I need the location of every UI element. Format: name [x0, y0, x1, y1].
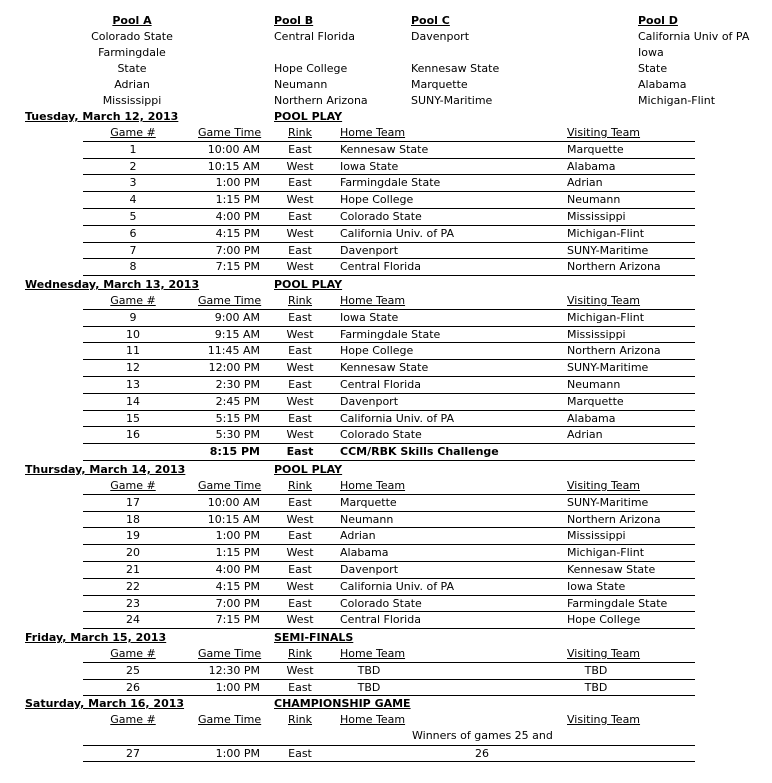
pool-team: Colorado State: [91, 30, 173, 43]
cell-rink: East: [288, 529, 312, 543]
cell-time: 10:00 AM: [207, 495, 260, 509]
cell-time: 1:00 PM: [215, 680, 260, 694]
cell-rink: East: [288, 243, 312, 257]
column-header-time: Game Time: [198, 126, 262, 139]
cell-game: 25: [126, 663, 140, 677]
cell-game: 26: [126, 680, 140, 694]
cell-game: 21: [126, 563, 140, 576]
column-header-visiting: Visiting Team: [567, 713, 641, 726]
cell-visiting: Marquette: [567, 394, 624, 408]
cell-time: 12:00 PM: [208, 361, 260, 375]
cell-rink: West: [286, 546, 314, 560]
cell-visiting: Northern Arizona: [567, 260, 661, 274]
pool-team: Marquette: [411, 78, 468, 91]
cell-time: 5:30 PM: [215, 428, 260, 442]
cell-rink: West: [286, 394, 314, 408]
cell-game: 14: [126, 394, 140, 408]
cell-game: 13: [126, 378, 140, 391]
column-header-visiting: Visiting Team: [567, 647, 641, 660]
cell-rink: West: [286, 512, 314, 526]
day-date: Friday, March 15, 2013: [25, 631, 167, 644]
cell-rink: East: [288, 344, 312, 358]
cell-visiting: Alabama: [567, 411, 616, 425]
cell-rink: West: [286, 613, 314, 627]
cell-game: 11: [126, 344, 140, 358]
cell-time: 1:00 PM: [215, 176, 260, 190]
column-header-home: Home Team: [340, 126, 406, 139]
column-header-rink: Rink: [287, 294, 313, 307]
row-divider: [83, 662, 695, 663]
row-divider: [83, 208, 695, 209]
column-header-time: Game Time: [198, 479, 262, 492]
cell-time: 5:15 PM: [215, 411, 260, 425]
cell-time: 4:15 PM: [215, 579, 260, 593]
row-divider: [83, 225, 695, 226]
cell-rink: East: [288, 596, 312, 610]
row-divider: [83, 761, 695, 762]
cell-time: 2:45 PM: [215, 394, 260, 408]
cell-rink: West: [286, 327, 314, 341]
cell-home: Marquette: [340, 495, 397, 509]
cell-home: Iowa State: [340, 310, 399, 324]
special-time: 8:15 PM: [209, 445, 260, 459]
row-divider: [83, 376, 695, 377]
cell-home: Iowa State: [340, 159, 399, 173]
day-stage: SEMI-FINALS: [274, 631, 354, 644]
pool-title: Pool C: [411, 14, 450, 27]
cell-visiting: Mississippi: [567, 210, 626, 223]
cell-visiting: Neumann: [567, 193, 621, 207]
cell-time: 1:15 PM: [215, 546, 260, 560]
cell-home: Hope College: [340, 193, 414, 207]
row-divider: [83, 393, 695, 394]
row-divider: [83, 410, 695, 411]
column-header-game: Game #: [110, 126, 156, 139]
cell-game: 3: [129, 176, 137, 190]
row-divider: [83, 191, 695, 192]
cell-visiting: Adrian: [567, 176, 603, 190]
pool-team: State: [117, 62, 147, 75]
column-header-home: Home Team: [340, 294, 406, 307]
cell-visiting: Michigan-Flint: [567, 226, 645, 240]
row-divider: [83, 679, 695, 680]
day-stage: POOL PLAY: [274, 110, 343, 123]
cell-visiting: Kennesaw State: [567, 563, 656, 576]
cell-rink: East: [288, 411, 312, 425]
row-divider: [83, 174, 695, 175]
cell-home: California Univ. of PA: [340, 226, 455, 240]
cell-rink: West: [286, 159, 314, 173]
cell-time: 1:15 PM: [215, 193, 260, 207]
pool-team: State: [638, 62, 668, 75]
cell-home: Davenport: [340, 563, 399, 576]
cell-home: Colorado State: [340, 210, 422, 223]
cell-visiting: SUNY-Maritime: [567, 361, 649, 375]
column-header-rink: Rink: [287, 479, 313, 492]
pool-team: Iowa: [638, 46, 664, 59]
cell-time: 4:00 PM: [215, 210, 260, 223]
pool-team: Central Florida: [274, 30, 355, 43]
pool-team: California Univ of PA: [638, 30, 750, 43]
cell-rink: East: [288, 378, 312, 391]
pool-team: Mississippi: [102, 94, 162, 107]
cell-time: 9:00 AM: [214, 310, 260, 324]
cell-time: 7:00 PM: [215, 596, 260, 610]
cell-time: 12:30 PM: [208, 663, 260, 677]
championship-note: 26: [475, 746, 489, 760]
cell-time: 11:45 AM: [207, 344, 260, 358]
cell-rink: East: [288, 746, 312, 760]
cell-game: 4: [129, 193, 137, 207]
day-stage: CHAMPIONSHIP GAME: [274, 697, 411, 710]
cell-rink: West: [286, 226, 314, 240]
column-header-time: Game Time: [198, 294, 262, 307]
pool-team: Adrian: [114, 78, 150, 91]
pool-title: Pool D: [638, 14, 678, 27]
cell-game: 5: [129, 210, 137, 223]
column-header-game: Game #: [110, 294, 156, 307]
cell-game: 6: [129, 226, 137, 240]
cell-game: 2: [129, 159, 137, 173]
pool-team: Farmingdale: [98, 46, 166, 59]
cell-home: Colorado State: [340, 596, 422, 610]
cell-rink: West: [286, 663, 314, 677]
row-divider: [83, 511, 695, 512]
cell-game: 19: [126, 529, 140, 543]
cell-game: 27: [126, 746, 140, 760]
cell-visiting: Marquette: [567, 142, 624, 156]
cell-visiting: Mississippi: [567, 529, 626, 543]
pool-team: Hope College: [274, 62, 348, 75]
day-date: Tuesday, March 12, 2013: [25, 110, 179, 123]
row-divider: [83, 443, 695, 444]
cell-time: 1:00 PM: [215, 529, 260, 543]
row-divider: [83, 611, 695, 612]
cell-home: Adrian: [340, 529, 376, 543]
pool-team: Kennesaw State: [411, 62, 500, 75]
cell-game: 7: [129, 243, 137, 257]
cell-home: TBD: [357, 680, 381, 694]
cell-home: Central Florida: [340, 613, 421, 627]
pool-team: Davenport: [411, 30, 470, 43]
cell-visiting: Alabama: [567, 159, 616, 173]
day-stage: POOL PLAY: [274, 463, 343, 476]
cell-visiting: Mississippi: [567, 327, 626, 341]
row-divider: [83, 258, 695, 259]
cell-time: 10:00 AM: [207, 142, 260, 156]
column-header-visiting: Visiting Team: [567, 294, 641, 307]
cell-game: 1: [129, 142, 137, 156]
row-divider: [83, 158, 695, 159]
cell-visiting: SUNY-Maritime: [567, 495, 649, 509]
cell-visiting: Michigan-Flint: [567, 310, 645, 324]
cell-home: California Univ. of PA: [340, 411, 455, 425]
cell-home: Kennesaw State: [340, 361, 429, 375]
special-rink: East: [286, 445, 314, 459]
cell-rink: East: [288, 142, 312, 156]
cell-time: 4:15 PM: [215, 226, 260, 240]
row-divider: [83, 141, 695, 142]
cell-rink: West: [286, 260, 314, 274]
cell-game: 10: [126, 327, 140, 341]
row-divider: [83, 628, 695, 629]
column-header-game: Game #: [110, 647, 156, 660]
pool-team: SUNY-Maritime: [411, 94, 493, 107]
cell-rink: West: [286, 361, 314, 375]
row-divider: [83, 426, 695, 427]
pool-team: Northern Arizona: [274, 94, 368, 107]
cell-rink: East: [288, 563, 312, 576]
cell-home: California Univ. of PA: [340, 579, 455, 593]
pool-title: Pool A: [112, 14, 152, 27]
cell-visiting: Farmingdale State: [567, 596, 668, 610]
cell-time: 4:00 PM: [215, 563, 260, 576]
cell-home: Neumann: [340, 512, 394, 526]
cell-game: 8: [129, 260, 137, 274]
cell-time: 2:30 PM: [215, 378, 260, 391]
cell-home: Kennesaw State: [340, 142, 429, 156]
pool-team: Alabama: [638, 78, 687, 91]
cell-home: Davenport: [340, 394, 399, 408]
cell-visiting: Hope College: [567, 613, 641, 627]
row-divider: [83, 309, 695, 310]
cell-visiting: Northern Arizona: [567, 512, 661, 526]
row-divider: [83, 578, 695, 579]
cell-home: Farmingdale State: [340, 327, 441, 341]
cell-visiting: Adrian: [567, 428, 603, 442]
cell-time: 10:15 AM: [207, 159, 260, 173]
column-header-game: Game #: [110, 713, 156, 726]
cell-visiting: Northern Arizona: [567, 344, 661, 358]
special-event: CCM/RBK Skills Challenge: [340, 445, 499, 459]
cell-game: 12: [126, 361, 140, 375]
row-divider: [83, 342, 695, 343]
cell-game: 17: [126, 495, 140, 509]
column-header-time: Game Time: [198, 713, 262, 726]
pool-team: Neumann: [274, 78, 328, 91]
column-header-game: Game #: [110, 479, 156, 492]
cell-rink: East: [288, 495, 312, 509]
cell-time: 10:15 AM: [207, 512, 260, 526]
pool-title: Pool B: [274, 14, 314, 27]
cell-home: Central Florida: [340, 378, 421, 391]
row-divider: [83, 745, 695, 746]
cell-game: 18: [126, 512, 140, 526]
row-divider: [83, 544, 695, 545]
column-header-time: Game Time: [198, 647, 262, 660]
cell-time: 9:15 AM: [214, 327, 260, 341]
cell-visiting: TBD: [584, 663, 608, 677]
row-divider: [83, 527, 695, 528]
cell-game: 20: [126, 546, 140, 560]
column-header-home: Home Team: [340, 713, 406, 726]
cell-visiting: Iowa State: [567, 579, 626, 593]
row-divider: [83, 275, 695, 276]
cell-rink: East: [288, 680, 312, 694]
cell-time: 7:15 PM: [215, 613, 260, 627]
day-date: Saturday, March 16, 2013: [25, 697, 185, 710]
cell-game: 22: [126, 579, 140, 593]
cell-home: Farmingdale State: [340, 176, 441, 190]
cell-rink: East: [288, 210, 312, 223]
column-header-home: Home Team: [340, 647, 406, 660]
row-divider: [83, 561, 695, 562]
row-divider: [83, 242, 695, 243]
cell-game: 15: [126, 411, 140, 425]
row-divider: [83, 460, 695, 461]
cell-visiting: Neumann: [567, 378, 621, 391]
day-date: Wednesday, March 13, 2013: [25, 278, 200, 291]
column-header-visiting: Visiting Team: [567, 479, 641, 492]
row-divider: [83, 595, 695, 596]
cell-home: Central Florida: [340, 260, 421, 274]
column-header-home: Home Team: [340, 479, 406, 492]
cell-rink: West: [286, 579, 314, 593]
column-header-rink: Rink: [287, 647, 313, 660]
cell-home: Alabama: [340, 546, 389, 560]
cell-home: TBD: [357, 663, 381, 677]
pool-team: Michigan-Flint: [638, 94, 716, 107]
cell-home: Colorado State: [340, 428, 422, 442]
cell-rink: West: [286, 193, 314, 207]
cell-rink: West: [286, 428, 314, 442]
cell-visiting: TBD: [584, 680, 608, 694]
row-divider: [83, 326, 695, 327]
column-header-rink: Rink: [287, 126, 313, 139]
cell-rink: East: [288, 176, 312, 190]
cell-home: Davenport: [340, 243, 399, 257]
cell-time: 1:00 PM: [215, 746, 260, 760]
cell-game: 23: [126, 596, 140, 610]
championship-note: Winners of games 25 and: [412, 728, 553, 742]
cell-home: Hope College: [340, 344, 414, 358]
cell-rink: East: [288, 310, 312, 324]
cell-time: 7:00 PM: [215, 243, 260, 257]
cell-game: 24: [126, 613, 140, 627]
column-header-visiting: Visiting Team: [567, 126, 641, 139]
cell-time: 7:15 PM: [215, 260, 260, 274]
row-divider: [83, 359, 695, 360]
day-date: Thursday, March 14, 2013: [25, 463, 186, 476]
cell-visiting: Michigan-Flint: [567, 546, 645, 560]
day-stage: POOL PLAY: [274, 278, 343, 291]
cell-visiting: SUNY-Maritime: [567, 243, 649, 257]
row-divider: [83, 494, 695, 495]
cell-game: 16: [126, 428, 140, 442]
column-header-rink: Rink: [287, 713, 313, 726]
cell-game: 9: [129, 310, 137, 324]
